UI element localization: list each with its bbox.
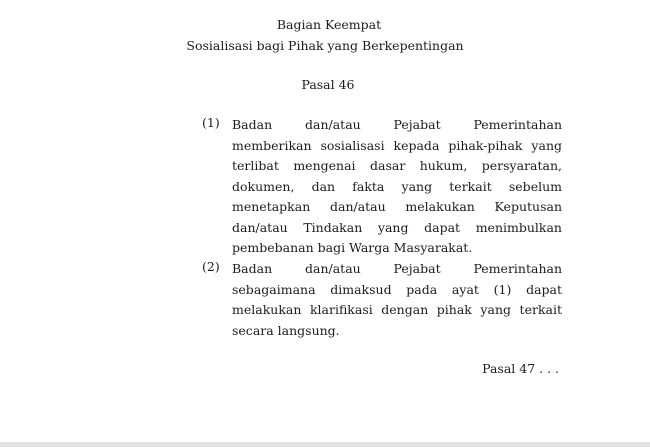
clause-number: (1) — [202, 115, 220, 130]
clause-line: Badan dan/atau Pejabat Pemerintahan — [232, 117, 562, 132]
clause-number: (2) — [202, 259, 220, 274]
clause-text — [232, 115, 562, 259]
clause-line: secara langsung. — [232, 322, 340, 338]
clause-line: dokumen, dan fakta yang terkait sebelum — [232, 178, 562, 194]
clause-line: memberikan sosialisasi kepada pihak-pihak yang — [232, 137, 562, 153]
next-page-marker: Pasal 47 . . . — [482, 361, 559, 376]
section-title: Sosialisasi bagi Pihak yang Berkepentingan — [186, 38, 464, 53]
clause-line: dan/atau Tindakan yang dapat menimbulkan — [232, 219, 562, 235]
clause-line: pembebanan bagi Warga Masyarakat. — [232, 240, 473, 255]
clause-text — [232, 259, 562, 341]
clause-line: terlibat mengenai dasar hukum, persyaratan, — [232, 158, 562, 173]
page-bottom-edge — [0, 442, 650, 447]
clause-line: melakukan klarifikasi dengan pihak yang terkait — [232, 302, 562, 317]
clause-line: sebagaimana dimaksud pada ayat (1) dapat — [232, 281, 562, 297]
part-title: Bagian Keempat — [276, 17, 382, 32]
clause-line: menetapkan dan/atau melakukan Keputusan — [232, 199, 562, 214]
clause-line: Badan dan/atau Pejabat Pemerintahan — [232, 261, 562, 276]
article-title: Pasal 46 — [301, 77, 355, 92]
